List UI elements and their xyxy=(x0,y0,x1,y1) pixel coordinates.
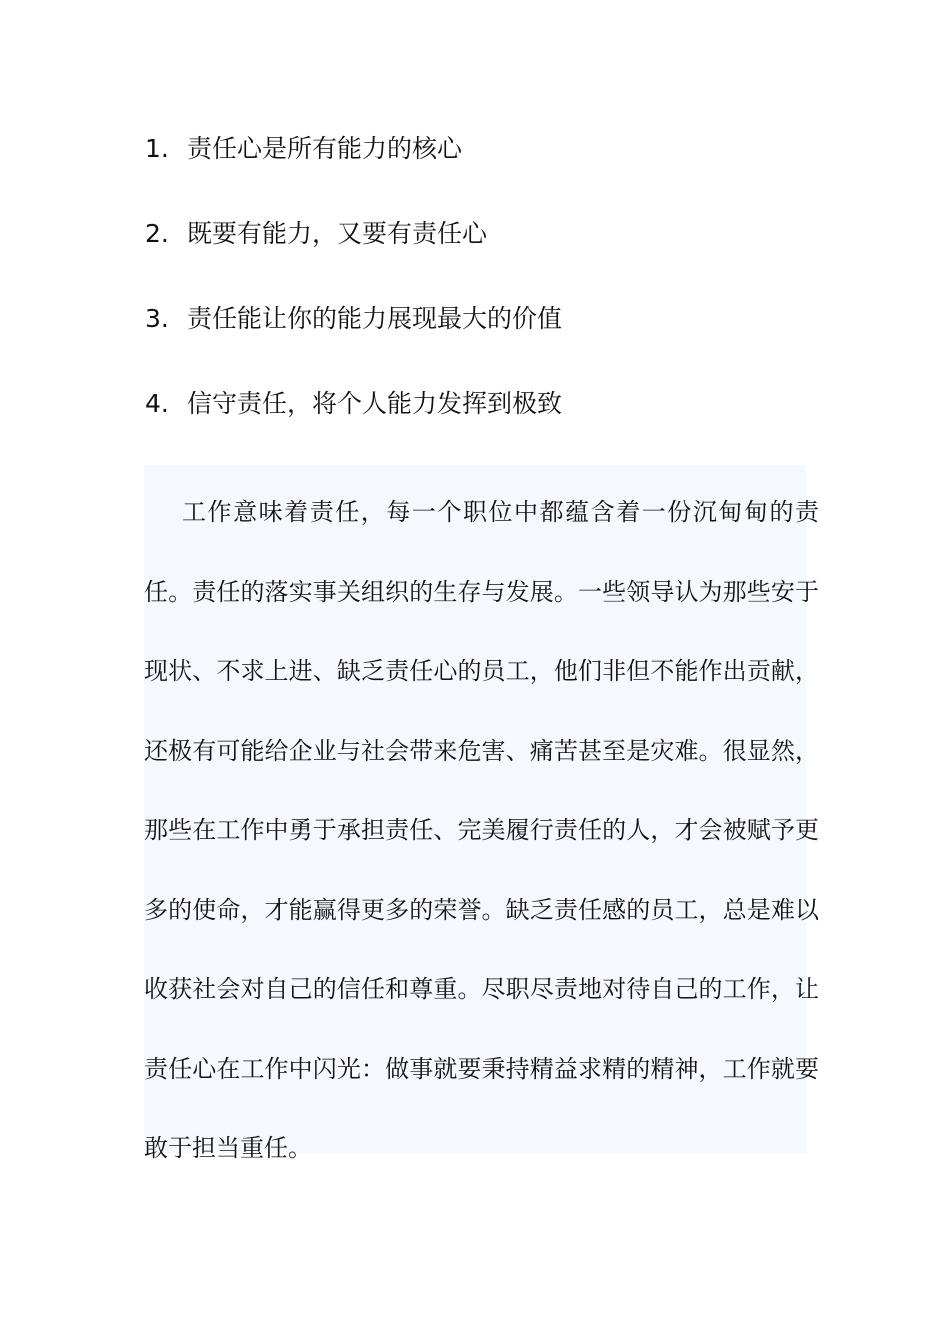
outline-text: 责任能让你的能力展现最大的价值 xyxy=(187,304,563,333)
outline-list xyxy=(145,128,562,468)
outline-item xyxy=(145,213,562,298)
outline-number: 1. xyxy=(145,134,169,163)
outline-item xyxy=(145,298,562,383)
body-paragraph: 工作意味着责任，每一个职位中都蕴含着一份沉甸甸的责任。责任的落实事关组织的生存与发展。一些领导认为那些安于现状、不求上进、缺乏责任心的员工，他们非但不能作出贡献，还极有可能给企业与社会带来危害、痛苦甚至是灾难。很显然，那些在工作中勇于承担责任、完美履行责任的人，才会被赋予更多的使命，才能赢得更多的荣誉。缺乏责任感的员工，总是难以收获社会对自己的信任和尊重。尽职尽责地对待自己的工作，让责任心在工作中闪光：做事就要秉持精益求精的精神，工作就要敢于担当重任。 xyxy=(144,498,819,1162)
outline-number: 2. xyxy=(145,219,169,248)
outline-number: 3. xyxy=(145,304,169,333)
outline-number: 4. xyxy=(145,389,169,418)
outline-text: 责任心是所有能力的核心 xyxy=(187,134,463,163)
outline-text: 信守责任，将个人能力发挥到极致 xyxy=(187,389,563,418)
outline-text: 既要有能力，又要有责任心 xyxy=(187,219,488,248)
body-text-block xyxy=(144,465,819,1162)
outline-item xyxy=(145,128,562,213)
outline-item xyxy=(145,383,562,468)
